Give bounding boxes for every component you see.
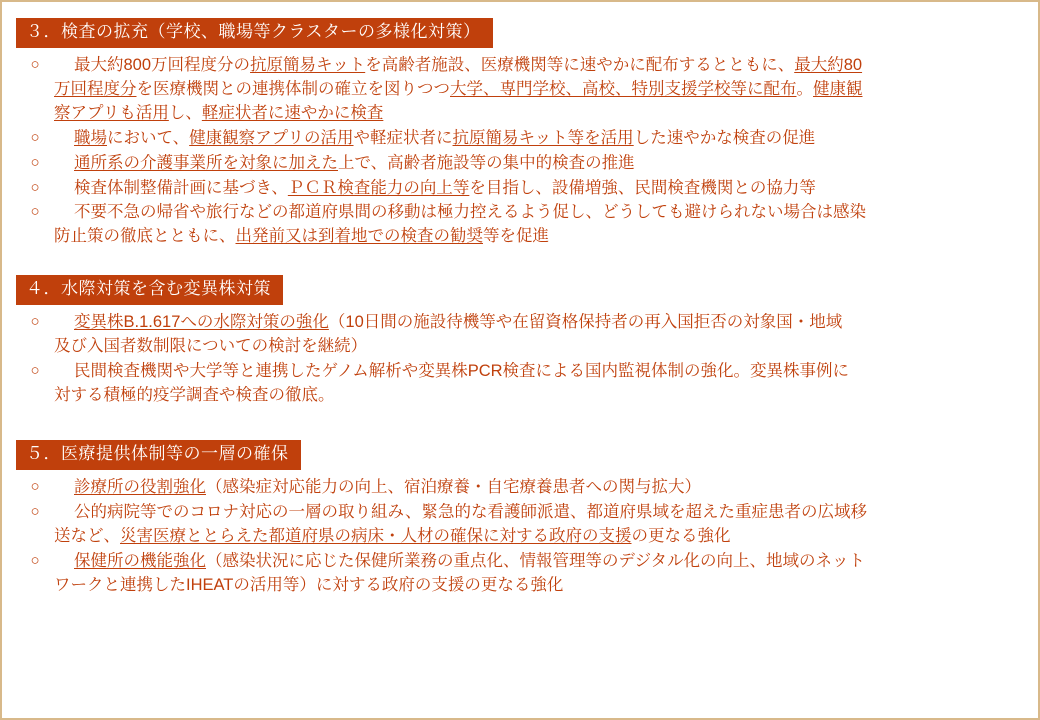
bullet-item-text — [54, 501, 1024, 549]
emphasized-text: 大学、専門学校、高校、特別支援学校等に配布 — [450, 79, 797, 98]
emphasized-text: 抗原簡易キット等を活用 — [452, 128, 634, 147]
emphasized-text: ＰＣＲ検査能力の向上等 — [287, 178, 470, 197]
bullet-item-text — [54, 476, 1024, 500]
bullet-item-text — [54, 177, 1024, 201]
text-line — [54, 102, 1018, 126]
emphasized-text: 察アプリも活用 — [54, 103, 169, 122]
bullet-item — [16, 550, 1024, 598]
section-5 — [16, 440, 1024, 598]
spacer — [16, 414, 1024, 440]
body-text: 最大約800万回程度分の — [74, 55, 251, 74]
bullet-item — [16, 476, 1024, 500]
circle-bullet-icon: ○ — [30, 362, 40, 380]
bullet-item — [16, 311, 1024, 359]
body-text: 不要不急の帰省や旅行などの都道府県間の移動は極力控えるよう促し、どうしても避けられない場合は感染 — [74, 203, 866, 222]
body-text: を目指し、設備増強、民間検査機関との協力等 — [469, 178, 816, 197]
bullet-item — [16, 54, 1024, 126]
text-line — [54, 225, 1018, 249]
emphasized-text: 万回程度分 — [54, 79, 137, 98]
spacer — [16, 255, 1024, 275]
body-text: （感染症対応能力の向上、宿泊療養・自宅療養患者への関与拡大） — [206, 477, 701, 496]
bullet-item-text — [54, 127, 1024, 151]
circle-bullet-icon: ○ — [30, 203, 40, 221]
body-text: 民間検査機関や大学等と連携したゲノム解析や変異株PCR検査による国内監視体制の強化。変異株事例に — [74, 362, 850, 381]
bullet-item-text — [54, 311, 1024, 359]
bullet-item — [16, 201, 1024, 249]
bullet-item — [16, 501, 1024, 549]
bullet-item — [16, 177, 1024, 201]
text-line — [54, 311, 1018, 335]
section-5-items — [16, 476, 1024, 598]
circle-bullet-icon: ○ — [30, 551, 40, 569]
circle-bullet-icon: ○ — [30, 128, 40, 146]
text-line — [54, 177, 1018, 201]
emphasized-text: 職場 — [74, 128, 107, 147]
emphasized-text: 通所系の介護事業所を対象に加えた — [74, 153, 338, 172]
body-text: した速やかな検査の促進 — [633, 128, 816, 147]
emphasized-text: 保健所の機能強化 — [74, 551, 206, 570]
body-text: 等を促進 — [483, 227, 549, 246]
emphasized-text: 抗原簡易キット — [250, 55, 366, 74]
slide-content — [2, 2, 1038, 718]
text-line — [54, 384, 1018, 408]
emphasized-text: 軽症状者に速やかに検査 — [201, 103, 384, 122]
text-line — [54, 201, 1018, 225]
body-text: の更なる強化 — [631, 526, 731, 545]
body-text: （10日間の施設待機等や在留資格保持者の再入国拒否の対象国・地域 — [328, 313, 843, 332]
text-line — [54, 525, 1018, 549]
body-text: 及び入国者数制限についての検討を継続） — [54, 337, 368, 356]
emphasized-text: 健康観察アプリの活用 — [189, 128, 354, 147]
body-text: 防止策の徹底とともに、 — [54, 227, 236, 246]
section-5-heading: ５．医療提供体制等の一層の確保 — [16, 440, 301, 470]
body-text: ワークと連携したIHEATの活用等）に対する政府の支援の更なる強化 — [54, 575, 564, 594]
text-line — [54, 152, 1018, 176]
text-line — [54, 501, 1018, 525]
emphasized-text: 出発前又は到着地での検査の勧奨 — [235, 227, 483, 246]
section-3-heading: ３．検査の拡充（学校、職場等クラスターの多様化対策） — [16, 18, 493, 48]
body-text: において、 — [107, 128, 190, 147]
body-text: 。 — [796, 79, 813, 98]
body-text: 検査体制整備計画に基づき、 — [74, 178, 288, 197]
text-line — [54, 54, 1018, 78]
bullet-item — [16, 127, 1024, 151]
text-line — [54, 360, 1018, 384]
text-line — [54, 78, 1018, 102]
bullet-item — [16, 152, 1024, 176]
text-line — [54, 550, 1018, 574]
text-line — [54, 127, 1018, 151]
body-text: 上で、高齢者施設等の集中的検査の推進 — [338, 153, 635, 172]
body-text: し、 — [168, 103, 202, 122]
body-text: 公的病院等でのコロナ対応の一層の取り組み、緊急的な看護師派遣、都道府県域を超えた重症患者の広域移 — [74, 502, 867, 521]
body-text: （感染状況に応じた保健所業務の重点化、情報管理等のデジタル化の向上、地域のネット — [206, 551, 866, 570]
emphasized-text: 災害医療ととらえた都道府県の病床・人材の確保に対する政府の支援 — [120, 526, 632, 545]
section-4 — [16, 275, 1024, 408]
circle-bullet-icon: ○ — [30, 313, 40, 331]
emphasized-text: 最大約80 — [794, 55, 863, 74]
section-4-heading: ４．水際対策を含む変異株対策 — [16, 275, 283, 305]
body-text: 対する積極的疫学調査や検査の徹底。 — [54, 386, 335, 405]
body-text: や軽症状者に — [353, 128, 453, 147]
bullet-item-text — [54, 54, 1024, 126]
bullet-item — [16, 360, 1024, 408]
bullet-item-text — [54, 152, 1024, 176]
text-line — [54, 335, 1018, 359]
circle-bullet-icon: ○ — [30, 477, 40, 495]
body-text: を高齢者施設、医療機関等に速やかに配布するとともに、 — [365, 55, 795, 74]
emphasized-text: 健康観 — [813, 79, 863, 98]
circle-bullet-icon: ○ — [30, 55, 40, 73]
emphasized-text: 診療所の役割強化 — [74, 477, 206, 496]
text-line — [54, 476, 1018, 500]
circle-bullet-icon: ○ — [30, 153, 40, 171]
circle-bullet-icon: ○ — [30, 178, 40, 196]
section-3-items — [16, 54, 1024, 249]
body-text: を医療機関との連携体制の確立を図りつつ — [136, 79, 450, 98]
bullet-item-text — [54, 360, 1024, 408]
body-text: 送など、 — [54, 526, 120, 545]
bullet-item-text — [54, 550, 1024, 598]
bullet-item-text — [54, 201, 1024, 249]
circle-bullet-icon: ○ — [30, 502, 40, 520]
text-line — [54, 574, 1018, 598]
emphasized-text: 変異株B.1.617への水際対策の強化 — [74, 313, 329, 332]
section-3 — [16, 18, 1024, 249]
section-4-items — [16, 311, 1024, 408]
